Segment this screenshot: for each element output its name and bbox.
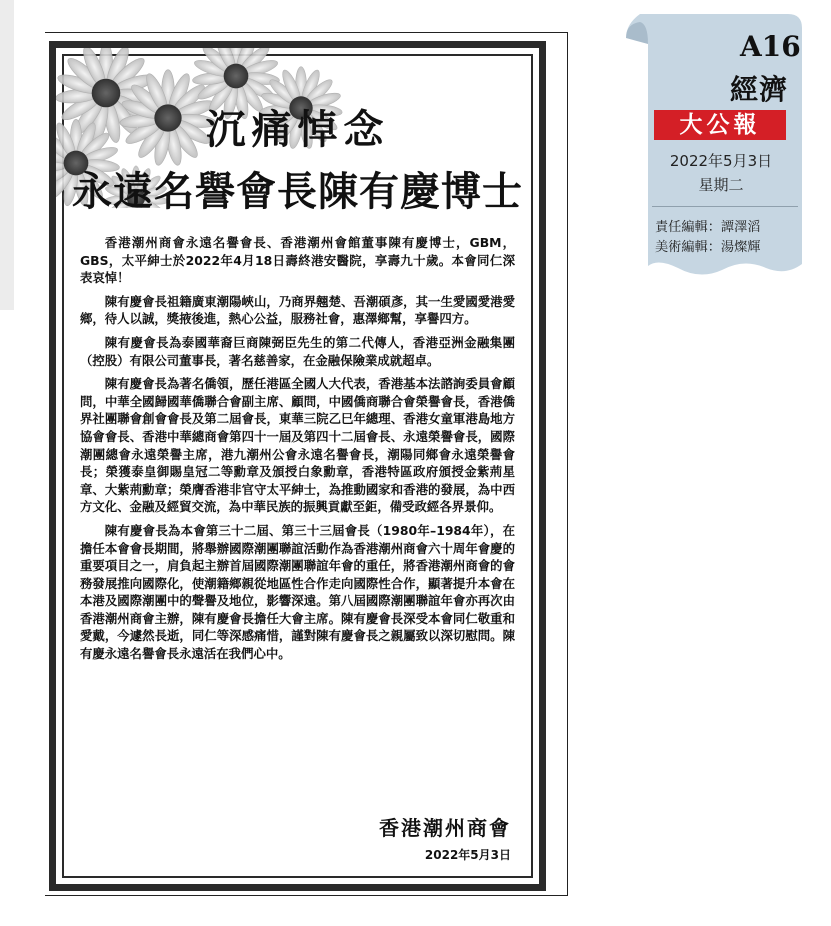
art-editor: 美術編輯：湯燦輝 <box>655 240 761 255</box>
tab-divider <box>652 206 798 207</box>
notice-signature: 香港潮州商會 <box>379 816 511 840</box>
newspaper-masthead-logo: 大公報 <box>654 110 786 140</box>
notice-inner-panel <box>56 48 539 884</box>
notice-paragraph: 香港潮州商會永遠名譽會長、香港潮州會館董事陳有慶博士，GBM，GBS，太平紳士於2022年4月18日壽終港安醫院，享壽九十歲。本會同仁深表哀悼！ <box>80 235 515 286</box>
page-edge-strip <box>0 0 14 310</box>
notice-paragraph: 陳有慶會長為著名僑領，歷任港區全國人大代表，香港基本法諮詢委員會顧問，中華全國歸國華僑聯合會副主席、顧問，中國僑商聯合會榮譽會長，香港僑界社團聯會創會會長及第二屆會長，東華三院乙巳年總理、香港女童軍港島地方協會會長、香港中華總商會第四十一屆及第四十二屆會長、永遠榮譽會長，國際潮團總會永遠榮譽主席，港九潮州公會永遠名譽會長，潮陽同鄉會永遠榮譽會長；榮獲泰皇御賜皇冠二等勳章及頒授白象勳章，香港特區政府頒授金紫荊星章、大紫荊勳章；榮膺香港非官守太平紳士，為推動國家和香港的發展，為中西方文化、金融及經貿交流，為中華民族的振興貢獻至鉅，備受政經各界景仰。 <box>80 376 515 515</box>
notice-title: 沉痛悼念 <box>205 106 390 153</box>
notice-signature-date: 2022年5月3日 <box>424 848 511 862</box>
issue-date: 2022年5月3日 <box>669 152 773 170</box>
obituary-notice <box>49 41 546 891</box>
notice-subtitle: 永遠名譽會長陳有慶博士 <box>72 168 523 215</box>
page-number: A16 <box>740 30 801 63</box>
notice-paragraph: 陳有慶會長祖籍廣東潮陽峽山，乃商界翹楚、吾潮碩彥，其一生愛國愛港愛鄉，待人以誠，獎掖後進，熱心公益，服務社會，惠澤鄉幫，享譽四方。 <box>80 293 515 327</box>
notice-paragraph: 陳有慶會長為本會第三十二屆、第三十三屆會長（1980年–1984年），在擔任本會會長期間，將舉辦國際潮團聯誼活動作為香港潮州商會六十周年會慶的重要項目之一，肩負起主辦首屆國際潮團聯誼年會的重任，將香港潮州商會的會務發展推向國際化，使潮籍鄉親從地區性合作走向國際性合作，顯著提升本會在本港及國際潮團中的聲譽及地位，影響深遠。第八屆國際潮團聯誼年會亦再次由香港潮州商會主辦，陳有慶會長擔任大會主席。陳有慶會長深受本會同仁敬重和愛戴，今遽然長逝，同仁等深感痛惜，謹對陳有慶會長之親屬致以深切慰問。陳有慶永遠名譽會長永遠活在我們心中。 <box>80 522 515 662</box>
responsible-editor: 責任編輯：譚澤滔 <box>655 220 761 235</box>
issue-weekday: 星期二 <box>698 176 744 194</box>
notice-body <box>80 234 515 669</box>
notice-paragraph: 陳有慶會長為泰國華裔巨商陳弼臣先生的第二代傳人，香港亞洲金融集團（控股）有限公司董事長，著名慈善家，在金融保險業成就超卓。 <box>80 334 515 368</box>
section-name: 經濟 <box>730 73 789 106</box>
